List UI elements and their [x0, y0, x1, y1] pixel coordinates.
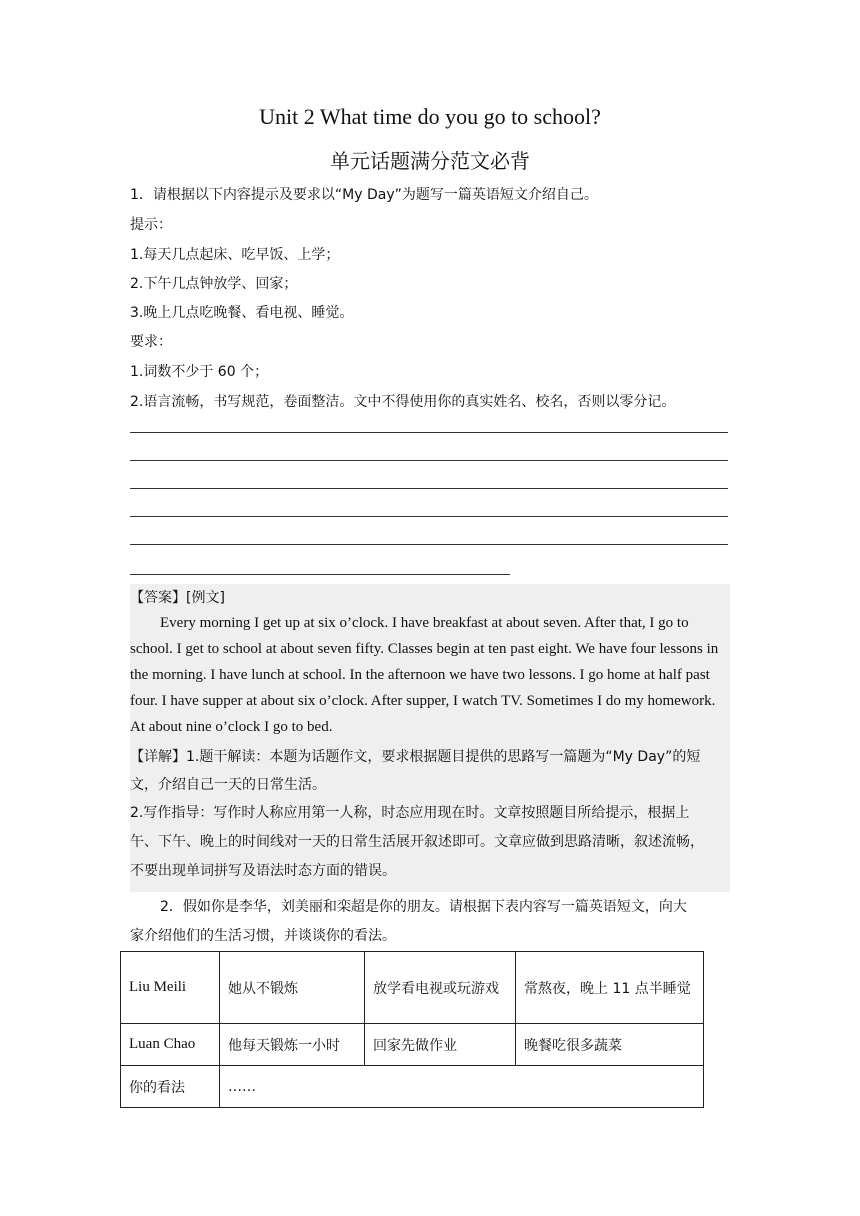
writing-line	[130, 574, 510, 575]
writing-line	[130, 516, 728, 517]
writing-line	[130, 432, 728, 433]
essay-line: four. I have supper at about six o’clock. After supper, I watch TV. Sometimes I do my homework.	[130, 693, 716, 709]
hint-item: 2.下午几点钟放学、回家；	[130, 276, 298, 292]
detail-line: 不要出现单词拼写及语法时态方面的错误。	[130, 863, 396, 879]
essay-line: At about nine o’clock I go to bed.	[130, 719, 333, 735]
answer-section	[130, 584, 730, 892]
hint-item: 3.晚上几点吃晚餐、看电视、睡觉。	[130, 305, 354, 321]
habits-table	[120, 951, 704, 1108]
detail-line: 【详解】1.题干解读：本题为话题作文，要求根据题目提供的思路写一篇题为“My Day”的短	[130, 749, 701, 765]
table-cell: 放学看电视或玩游戏	[365, 952, 516, 1024]
detail-line: 午、下午、晚上的时间线对一天的日常生活展开叙述即可。文章应做到思路清晰，叙述流畅，	[130, 834, 704, 850]
table-cell: 你的看法	[121, 1066, 220, 1108]
essay-line: school. I get to school at about seven fifty. Classes begin at ten past eight. We have four lessons in	[130, 641, 719, 657]
essay-line: the morning. I have lunch at school. In the afternoon we have two lessons. I go home at half past	[130, 667, 710, 683]
detail-line: 2.写作指导：写作时人称应用第一人称，时态应用现在时。文章按照题目所给提示，根据上	[130, 805, 690, 821]
writing-line	[130, 488, 728, 489]
table-cell: 常熬夜，晚上 11 点半睡觉	[516, 952, 704, 1024]
table-cell: 他每天锻炼一小时	[220, 1024, 365, 1066]
question-2-prompt-cont: 家介绍他们的生活习惯，并谈谈你的看法。	[130, 928, 396, 944]
page-subtitle: 单元话题满分范文必背	[330, 149, 530, 173]
table-cell: 回家先做作业	[365, 1024, 516, 1066]
table-cell: Liu Meili	[121, 952, 220, 1024]
requirement-item: 1.词数不少于 60 个；	[130, 364, 269, 380]
answer-label: 【答案】[例文]	[130, 590, 225, 606]
requirement-item: 2.语言流畅，书写规范，卷面整洁。文中不得使用你的真实姓名、校名，否则以零分记。	[130, 394, 676, 410]
requirement-label: 要求：	[130, 334, 172, 350]
hint-item: 1.每天几点起床、吃早饭、上学；	[130, 247, 340, 263]
writing-line	[130, 544, 728, 545]
table-cell: 晚餐吃很多蔬菜	[516, 1024, 704, 1066]
detail-line: 文，介绍自己一天的日常生活。	[130, 777, 326, 793]
table-cell: 她从不锻炼	[220, 952, 365, 1024]
writing-line	[130, 460, 728, 461]
page-title: Unit 2 What time do you go to school?	[259, 104, 601, 129]
table-cell: ……	[220, 1066, 704, 1108]
essay-line: Every morning I get up at six o’clock. I have breakfast at about seven. After that, I go to	[160, 615, 689, 631]
table-row	[121, 1024, 704, 1066]
question-1-prompt: 1．请根据以下内容提示及要求以“My Day”为题写一篇英语短文介绍自己。	[130, 187, 598, 203]
table-row	[121, 952, 704, 1024]
table-row	[121, 1066, 704, 1108]
hint-label: 提示：	[130, 217, 172, 233]
question-2-prompt: 2．假如你是李华，刘美丽和栾超是你的朋友。请根据下表内容写一篇英语短文，向大	[160, 899, 687, 915]
table-cell: Luan Chao	[121, 1024, 220, 1066]
